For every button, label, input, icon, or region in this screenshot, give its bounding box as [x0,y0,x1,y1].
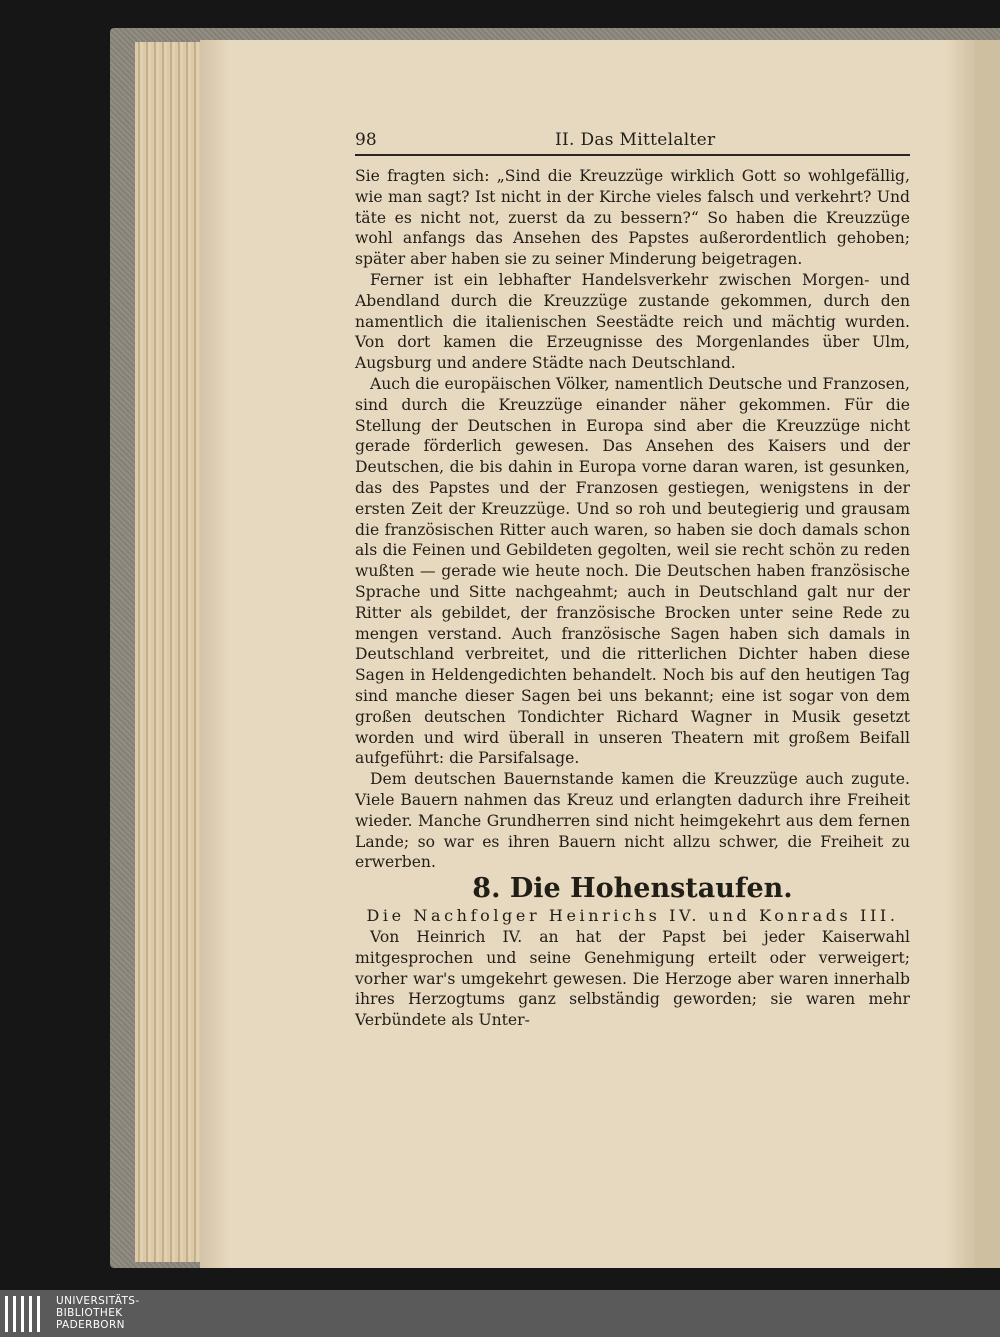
facing-page-edge [972,40,1000,1268]
paragraph: Auch die europäischen Völker, namentlich Deutsche und Franzosen, sind durch die Kreuzzüge einander näher gekommen. Für die Stellung der Deutschen in Europa sind aber die Kreuzzüge nicht gerade förderlich gewesen. Das Ansehen des Kaisers und der Deutschen, die bis dahin in Europa vorne daran waren, ist gesunken, das des Papstes und der Franzosen gestiegen, wenigstens in der ersten Zeit der Kreuzzüge. Und so roh und beutegierig und grausam die französischen Ritter auch waren, so haben sie doch damals schon als die Feinen und Gebildeten gegolten, weil sie recht schön zu reden wußten — gerade wie heute noch. Die Deutschen haben französische Sprache und Sitte nachgeahmt; auch in Deutschland galt nur der Ritter als gebildet, der französische Brocken unter seine Rede zu mengen verstand. Auch französische Sagen haben sich damals in Deutschland verbreitet, und die ritterlichen Dichter haben diese Sagen in Heldengedichten behandelt. Noch bis auf den heutigen Tag sind manche dieser Sagen bei uns bekannt; eine ist sogar von dem großen deutschen Tondichter Richard Wagner in Musik gesetzt worden und wird überall in unseren Theatern mit großem Beifall aufgeführt: die Parsifalsage. [355,374,910,768]
paragraph: Sie fragten sich: „Sind die Kreuzzüge wirklich Gott so wohlgefällig, wie man sagt? Ist nicht in der Kirche vieles falsch und verkehrt? Und täte es nicht not, zuerst da zu bessern?“ So haben die Kreuzzüge wohl anfangs das Ansehen des Papstes außerordentlich gehoben; später aber haben sie zu seiner Minderung beigetragen. [355,167,910,269]
subsection-title: Die Nachfolger Heinrichs IV. und Konrads III. [366,906,899,926]
page-edges [135,42,205,1262]
paragraph: Dem deutschen Bauernstande kamen die Kreuzzüge auch zugute. Viele Bauern nahmen das Kreuz und erlangten dadurch ihre Freiheit wieder. Manche Grundherren sind nicht heimgekehrt aus dem fernen Lande; so war es ihren Bauern nicht allzu schwer, die Freiheit zu erwerben. [355,770,910,872]
running-head: II. Das Mittelalter [555,130,716,150]
library-footer-bar [0,1290,1000,1337]
logo-line: BIBLIOTHEK [56,1307,123,1319]
section-title: 8. Die Hohenstaufen. [472,873,793,905]
paragraph: Von Heinrich IV. an hat der Papst bei jeder Kaiserwahl mitgesprochen und seine Genehmigung erteilt oder verweigert; vorher war's umgekehrt gewesen. Die Herzoge aber waren innerhalb ihres Herzogtums ganz selbständig geworden; sie waren mehr Verbündete als Unter- [355,928,910,1030]
logo-line: UNIVERSITÄTS- [56,1295,140,1307]
paragraph: Ferner ist ein lebhafter Handelsverkehr zwischen Morgen- und Abendland durch die Kreuzzüge zustande gekommen, durch den namentlich die italienischen Seestädte reich und mächtig wurden. Von dort kamen die Erzeugnisse des Morgenlandes über Ulm, Augsburg und andere Städte nach Deutschland. [355,270,910,373]
page-header [355,128,910,156]
body-text [355,166,910,1031]
library-logo-text [56,1295,140,1331]
logo-line: PADERBORN [56,1319,125,1331]
page-number: 98 [355,130,377,150]
library-logo-icon [5,1296,49,1332]
